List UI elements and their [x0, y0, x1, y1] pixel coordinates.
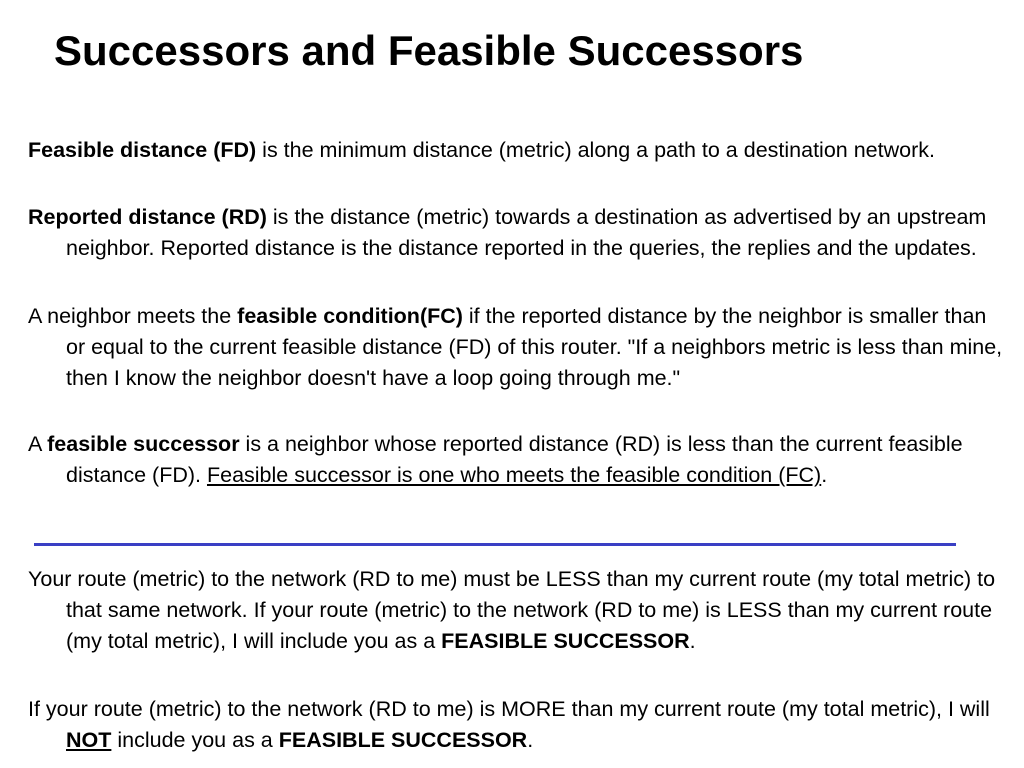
definition-reported-distance: is the distance (metric) towards a destination as advertised by an upstream neighbor. Reported distance is the distance reported in the queries, the replies and the updates. [66, 205, 987, 260]
definition-feasible-successor: is a neighbor whose reported distance (RD) is less than the current feasible distance (FD). [66, 432, 963, 487]
definition-feasible-distance: is the minimum distance (metric) along a path to a destination network. [256, 138, 935, 162]
less-rule-term: FEASIBLE SUCCESSOR [441, 629, 690, 653]
less-rule-text: Your route (metric) to the network (RD to me) must be LESS than my current route (my total metric) to that same network. If your route (metric) to the network (RD to me) is LESS than my current route (my total metric), I will include you as a [28, 567, 996, 653]
definition-feasible-condition: if the reported distance by the neighbor is smaller than or equal to the current feasible distance (FD) of this router. "If a neighbors metric is less than mine, then I know the neighbor doesn't have a loop going through me." [66, 304, 1003, 390]
feasible-successor-prefix: A [28, 432, 48, 456]
slide-title: Successors and Feasible Successors [54, 27, 804, 74]
more-rule-text: If your route (metric) to the network (RD to me) is MORE than my current route (my total metric), I will [28, 697, 990, 721]
less-rule-suffix: . [689, 629, 696, 653]
term-feasible-successor: feasible successor [47, 432, 240, 456]
paragraph-less-rule [28, 564, 1003, 657]
more-rule-not: NOT [66, 728, 112, 752]
paragraph-feasible-successor [28, 429, 1003, 491]
paragraph-feasible-condition [28, 301, 1003, 394]
term-feasible-condition: feasible condition(FC) [237, 304, 463, 328]
more-rule-suffix: . [527, 728, 534, 752]
underlined-feasible-successor-note: Feasible successor is one who meets the feasible condition (FC) [206, 463, 822, 487]
more-rule-term: FEASIBLE SUCCESSOR [278, 728, 528, 752]
feasible-condition-prefix: A neighbor meets the [28, 304, 238, 328]
term-reported-distance: Reported distance (RD) [28, 205, 267, 229]
paragraph-feasible-distance [28, 135, 1003, 166]
paragraph-reported-distance [28, 202, 1003, 264]
more-rule-mid: include you as a [111, 728, 279, 752]
feasible-successor-suffix: . [821, 463, 828, 487]
paragraph-more-rule [28, 694, 1003, 756]
section-divider [34, 543, 956, 546]
term-feasible-distance: Feasible distance (FD) [28, 138, 257, 162]
